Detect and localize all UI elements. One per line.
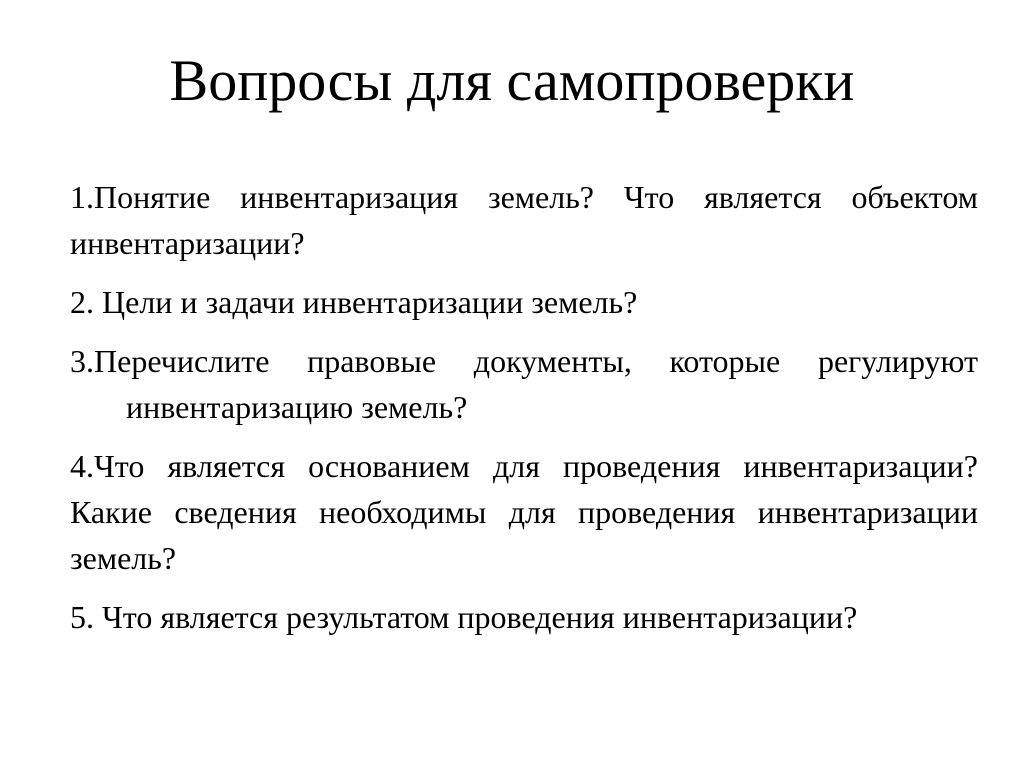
question-item-3: 3.Перечислите правовые документы, которые регулируют инвентаризацию земель? bbox=[70, 343, 978, 425]
question-item-5: 5. Что является результатом проведения инвентаризации? bbox=[70, 599, 858, 635]
question-list bbox=[70, 174, 978, 653]
question-item-4: 4.Что является основанием для проведения инвентаризации? Какие сведения необходимы для проведения инвентаризации земель? bbox=[70, 448, 978, 576]
question-item-2: 2. Цели и задачи инвентаризации земель? bbox=[70, 284, 638, 320]
question-item-1: 1.Понятие инвентаризация земель? Что является объектом инвентаризации? bbox=[70, 179, 978, 261]
slide-title: Вопросы для самопроверки bbox=[169, 48, 855, 113]
